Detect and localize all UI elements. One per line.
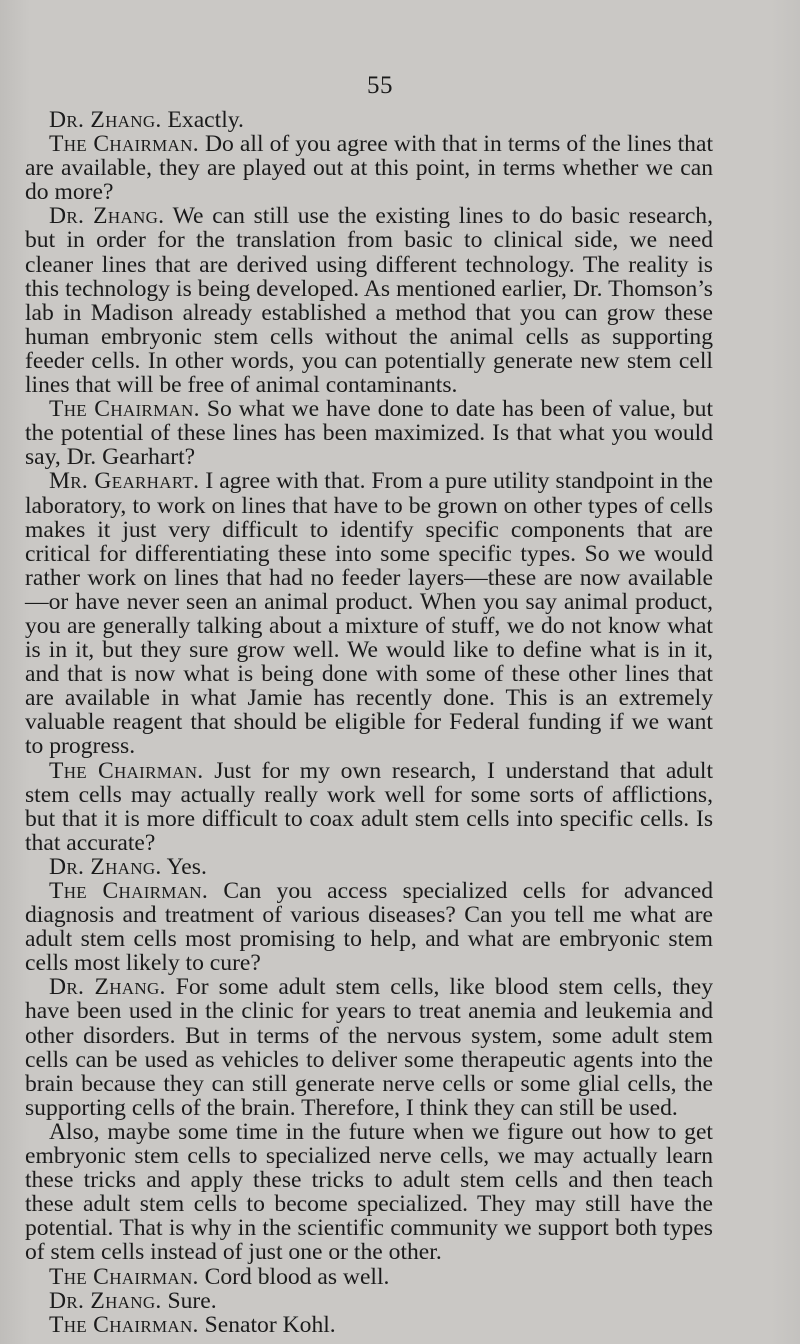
paragraph xyxy=(25,855,713,879)
paragraph-text: For some adult stem cells, like blood stem cells, they have been used in the clinic for years to treat anemia and leukemia and other disorders. But in terms of the nervous system, some adult stem cells can be used as vehicles to deliver some therapeutic agents into the brain because they can still generate nerve cells or some glial cells, the supporting cells of the brain. Therefore, I think they can still be used. xyxy=(25,974,713,1121)
paragraph xyxy=(25,1289,713,1313)
speaker-name: Dr. Zhang. xyxy=(49,853,162,880)
paragraph xyxy=(25,1120,713,1265)
speaker-name: The Chairman. xyxy=(49,757,204,784)
speaker-name: The Chairman. xyxy=(49,1263,199,1290)
transcript-body xyxy=(25,108,713,1337)
paragraph-text: Just for my own research, I understand that adult stem cells may actually really work well for some sorts of afflictions, but that it is more difficult to coax adult stem cells into specific cells. Is that accurate? xyxy=(25,757,713,856)
paragraph-text: Yes. xyxy=(161,853,207,880)
paragraph-text: I agree with that. From a pure utility standpoint in the laboratory, to work on lines that have to be grown on other types of cells makes it just very difficult to identify specific components that are critical for differentiating these into some specific types. So we would rather work on lines that had no feeder layers—these are now available—or have never seen an animal product. When you say animal product, you are generally talking about a mixture of stuff, we do not know what is in it, but they sure grow well. We would like to define what is in it, and that is now what is being done with some of these other lines that are available in what Jamie has recently done. This is an extremely valuable reagent that should be eligible for Federal funding if we want to progress. xyxy=(25,468,713,760)
speaker-name: Dr. Zhang. xyxy=(49,974,166,1001)
paragraph-text: Cord blood as well. xyxy=(198,1263,390,1290)
paragraph-text: Exactly. xyxy=(161,107,244,133)
paragraph xyxy=(25,975,713,1120)
paragraph xyxy=(25,397,713,469)
paragraph xyxy=(25,132,713,204)
paragraph xyxy=(25,1265,713,1289)
paragraph xyxy=(25,469,713,758)
speaker-name: Dr. Zhang. xyxy=(49,1287,162,1314)
page-number: 55 xyxy=(367,72,393,99)
speaker-name: The Chairman. xyxy=(49,131,199,158)
paragraph-text: Sure. xyxy=(161,1287,217,1314)
paragraph-text: Can you access specialized cells for advanced diagnosis and treatment of various diseases? Can you tell me what are adult stem cells most promising to help, and what are embryonic stem cells most likely to cure? xyxy=(25,878,714,977)
paragraph-text: So what we have done to date has been of value, but the potential of these lines has been maximized. Is that what you would say, Dr. Gearhart? xyxy=(25,396,714,471)
paragraph xyxy=(25,1313,713,1337)
paragraph-text: Also, maybe some time in the future when we figure out how to get embryonic stem cells to specialized nerve cells, we may actually learn these tricks and apply these tricks to adult stem cells and then teach these adult stem cells to become specialized. They may still have the potential. That is why in the scientific community we support both types of stem cells instead of just one or the other. xyxy=(25,1118,713,1266)
speaker-name: Mr. Gearhart. xyxy=(49,468,200,495)
speaker-name: Dr. Zhang. xyxy=(49,203,165,230)
paragraph xyxy=(25,759,713,855)
paragraph xyxy=(25,204,713,397)
paragraph-text: We can still use the existing lines to do basic research, but in order for the translation from basic to clinical side, we need cleaner lines that are derived using different technology. The reality is this technology is being developed. As mentioned earlier, Dr. Thomson’s lab in Madison already established a method that you can grow these human embryonic stem cells without the animal cells as supporting feeder cells. In other words, you can potentially generate new stem cell lines that will be free of animal contaminants. xyxy=(25,203,713,399)
speaker-name: The Chairman. xyxy=(49,396,200,423)
paragraph xyxy=(25,108,713,132)
paragraph-text: Senator Kohl. xyxy=(198,1311,336,1338)
paragraph xyxy=(25,879,713,975)
paragraph-text: Do all of you agree with that in terms of the lines that are available, they are played out at this point, in terms whether we can do more? xyxy=(25,131,713,206)
speaker-name: The Chairman. xyxy=(49,878,209,904)
speaker-name: Dr. Zhang. xyxy=(49,107,162,133)
speaker-name: The Chairman. xyxy=(49,1311,199,1338)
